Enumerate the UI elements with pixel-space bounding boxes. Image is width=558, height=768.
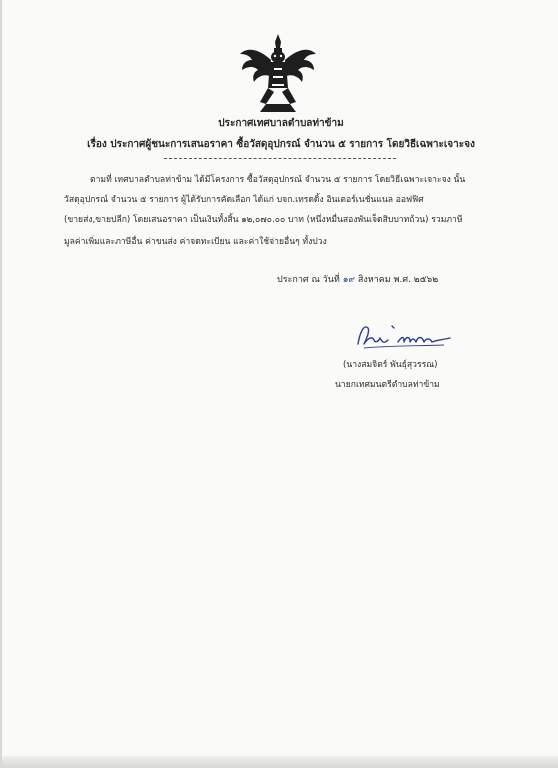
body-line: ตามที่ เทศบาลตำบลท่าข้าม ได้มีโครงการ ซื้อวัสดุอุปกรณ์ จำนวน ๕ รายการ โดยวิธีเฉพาะเจาะจง นั้น <box>90 175 466 185</box>
date-month-year: สิงหาคม พ.ศ. ๒๕๖๒ <box>357 275 439 285</box>
body-line: วัสดุอุปกรณ์ จำนวน ๕ รายการ ผู้ได้รับการคัดเลือก ได้แก่ บจก.เทรดดิ้ง อินเตอร์เนชั่นแนล ออฟฟิศ <box>64 195 424 205</box>
date-day: ๑๙ <box>342 275 355 285</box>
signer-name: (นางสมจิตร์ พันธุ์สุวรรณ) <box>343 360 438 370</box>
document-title: ประกาศเทศบาลตำบลท่าข้าม <box>218 118 344 129</box>
announcement-date <box>277 272 438 286</box>
signer-title: นายกเทศมนตรีตำบลท่าข้าม <box>335 380 440 390</box>
handwritten-signature-icon <box>354 318 454 354</box>
body-line: (ขายส่ง,ขายปลีก) โดยเสนอราคา เป็นเงินทั้งสิ้น ๑๒,๐๗๐.๐๐ บาท (หนึ่งหมื่นสองพันเจ็ดสิบบาทถ้วน) รวมภาษี <box>64 215 463 225</box>
date-prefix: ประกาศ ณ วันที่ <box>277 275 340 285</box>
body-line: มูลค่าเพิ่มและภาษีอื่น ค่าขนส่ง ค่าจดทะเบียน และค่าใช้จ่ายอื่นๆ ทั้งปวง <box>64 237 327 247</box>
page-bottom-edge <box>2 756 558 768</box>
garuda-emblem-icon <box>236 32 320 114</box>
document-subject: เรื่อง ประกาศผู้ชนะการเสนอราคา ซื้อวัสดุอุปกรณ์ จำนวน ๕ รายการ โดยวิธีเฉพาะเจาะจง <box>87 139 475 150</box>
divider <box>164 158 396 159</box>
